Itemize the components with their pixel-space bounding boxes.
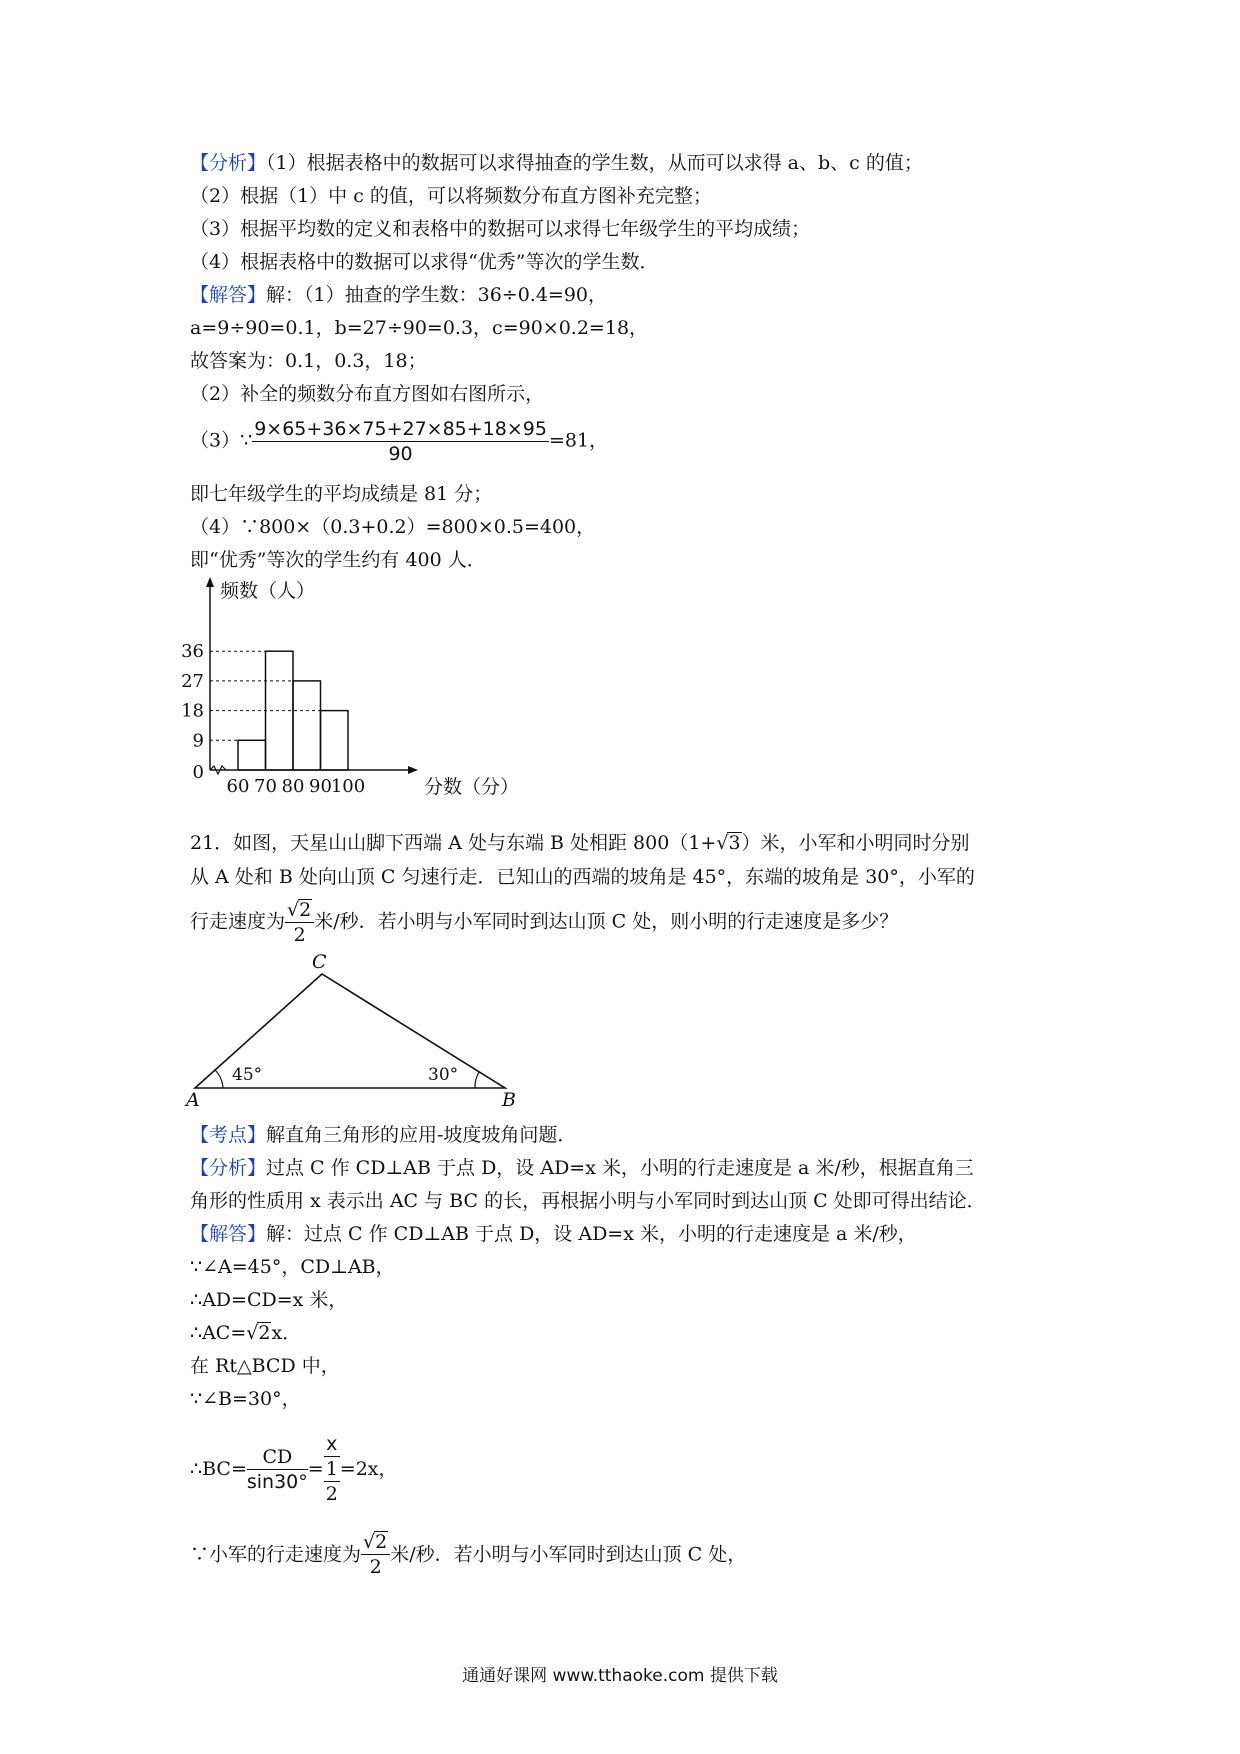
analysis-tag: 【分析】 — [190, 152, 267, 174]
step-7: ∵小军的行走速度为 $\frac{√2}{2}$ 米/秒．若小明与小军同时到达山顶 C 处， — [190, 1531, 747, 1578]
answer-line-7: （4）∵800×（0.3+0.2）=800×0.5=400， — [190, 516, 596, 538]
answer-line-3: 故答案为：0.1，0.3，18； — [190, 350, 427, 372]
fraction-denominator: 90 — [388, 443, 413, 465]
triangle-diagram — [180, 950, 520, 1115]
vertex-a-label: A — [186, 1089, 200, 1111]
q21-line-1: 21．如图，天星山山脚下西端 A 处与东端 B 处相距 800（1+√3）米，小军和小明同时分别 — [190, 832, 970, 854]
x-tick-label: 90 — [309, 776, 332, 797]
answer-line-2: a=9÷90=0.1，b=27÷90=0.3，c=90×0.2=18， — [190, 317, 649, 339]
page-footer: 通通好课网 www.tthaoke.com 提供下载 — [462, 1666, 778, 1686]
analysis-line-2: （2）根据（1）中 c 的值，可以将频数分布直方图补充完整； — [190, 185, 712, 207]
x-tick-label: 100 — [330, 776, 366, 797]
step-2: ∴AD=CD=x 米， — [190, 1289, 348, 1311]
analysis-line-1: 【分析】（1）根据表格中的数据可以求得抽查的学生数，从而可以求得 a、b、c 的值； — [190, 152, 923, 174]
answer-line-8: 即“优秀”等次的学生约有 400 人． — [190, 549, 486, 571]
fraction-numerator: 9×65+36×75+27×85+18×95 — [254, 418, 547, 440]
sqrt-sign: √ — [287, 899, 300, 921]
angle-a-label: 45° — [232, 1065, 263, 1085]
analysis-line-3: （3）根据平均数的定义和表格中的数据可以求得七年级学生的平均成绩； — [190, 218, 811, 240]
sqrt-sign: √ — [363, 1531, 376, 1553]
y-axis-arrow — [206, 577, 214, 587]
x-tick-label: 70 — [254, 776, 277, 797]
analysis-line-4: （4）根据表格中的数据可以求得“优秀”等次的学生数． — [190, 251, 659, 273]
answer-line-4: （2）补全的频数分布直方图如右图所示， — [190, 383, 545, 405]
y-tick-label: 27 — [181, 670, 204, 692]
step-3: ∴AC=√2x． — [190, 1322, 302, 1344]
histogram-bar — [238, 740, 266, 770]
because-symbol: ∵ — [240, 429, 253, 452]
step-1: ∵∠A=45°，CD⊥AB， — [190, 1256, 395, 1278]
answer-line-1: 【解答】解：（1）抽查的学生数：36÷0.4=90， — [190, 284, 608, 306]
answer-line-6: 即七年级学生的平均成绩是 81 分； — [190, 483, 493, 505]
average-fraction — [252, 417, 549, 466]
step-5: ∵∠B=30°， — [190, 1388, 301, 1410]
x-axis-arrow — [408, 766, 418, 774]
x-axis-label: 分数（分） — [424, 776, 520, 798]
sqrt-sign: √ — [246, 1322, 259, 1344]
x-tick-label: 80 — [281, 776, 305, 797]
y-tick-label: 36 — [181, 641, 204, 663]
one-half-fraction: $\frac{1}{2}$ — [325, 1458, 338, 1505]
vertex-b-label: B — [502, 1089, 516, 1111]
y-axis-label: 频数（人） — [220, 580, 316, 602]
kaodian-tag: 【考点】 — [190, 1124, 267, 1146]
kaodian-line: 【考点】解直角三角形的应用-坡度坡角问题． — [190, 1124, 577, 1146]
jieda-tag: 【解答】 — [190, 1223, 267, 1245]
fenxi-line-1: 【分析】过点 C 作 CD⊥AB 于点 D，设 AD=x 米，小明的行走速度是 a 米/秒，根据直角三 — [190, 1157, 974, 1179]
x-tick-label: 60 — [226, 776, 250, 797]
speed-fraction-2: $\frac{√2}{2}$ — [361, 1530, 390, 1579]
histogram-bar — [293, 681, 321, 770]
y-tick-label: 9 — [192, 730, 204, 752]
answer-line-5: （3）∵ $\frac{9\times 65+36\times 75+27\times 85+18\times 95}{90}$ =81， — [190, 418, 609, 465]
angle-b-label: 30° — [428, 1065, 459, 1085]
y-tick-label: 18 — [181, 700, 204, 722]
x-over-half-fraction: $\frac{x}{\frac{1}{2}}$ — [325, 1433, 338, 1505]
answer-tag: 【解答】 — [190, 284, 267, 306]
speed-fraction: $\frac{√2}{2}$ — [285, 898, 314, 947]
bc-fraction: $\frac{CD}{\sin 30^\circ}$ — [246, 1445, 308, 1493]
step-6: ∴BC= $\frac{CD}{\sin 30^\circ}$ = $\frac{x}{\frac{1}{2}}$ =2x， — [190, 1433, 398, 1505]
sqrt-sign: √ — [716, 832, 729, 854]
y-tick-label: 0 — [192, 762, 204, 783]
fenxi-line-2: 角形的性质用 x 表示出 AC 与 BC 的长，再根据小明与小军同时到达山顶 C 处即可得出结论． — [190, 1190, 986, 1212]
q21-line-2: 从 A 处和 B 处向山顶 C 匀速行走．已知山的西端的坡角是 45°，东端的坡角是 30°，小军的 — [190, 866, 975, 888]
q21-line-3: 行走速度为 $\frac{√2}{2}$ 米/秒．若小明与小军同时到达山顶 C 处，则小明的行走速度是多少？ — [190, 899, 899, 946]
angle-a-arc — [215, 1070, 223, 1088]
jieda-line-1: 【解答】解：过点 C 作 CD⊥AB 于点 D，设 AD=x 米，小明的行走速度是 a 米/秒， — [190, 1223, 917, 1245]
step-4: 在 Rt△BCD 中， — [190, 1355, 340, 1377]
fenxi-tag: 【分析】 — [190, 1157, 267, 1179]
vertex-c-label: C — [312, 951, 327, 973]
angle-b-arc — [475, 1072, 479, 1088]
frequency-histogram — [180, 575, 540, 805]
histogram-bar — [321, 711, 349, 770]
